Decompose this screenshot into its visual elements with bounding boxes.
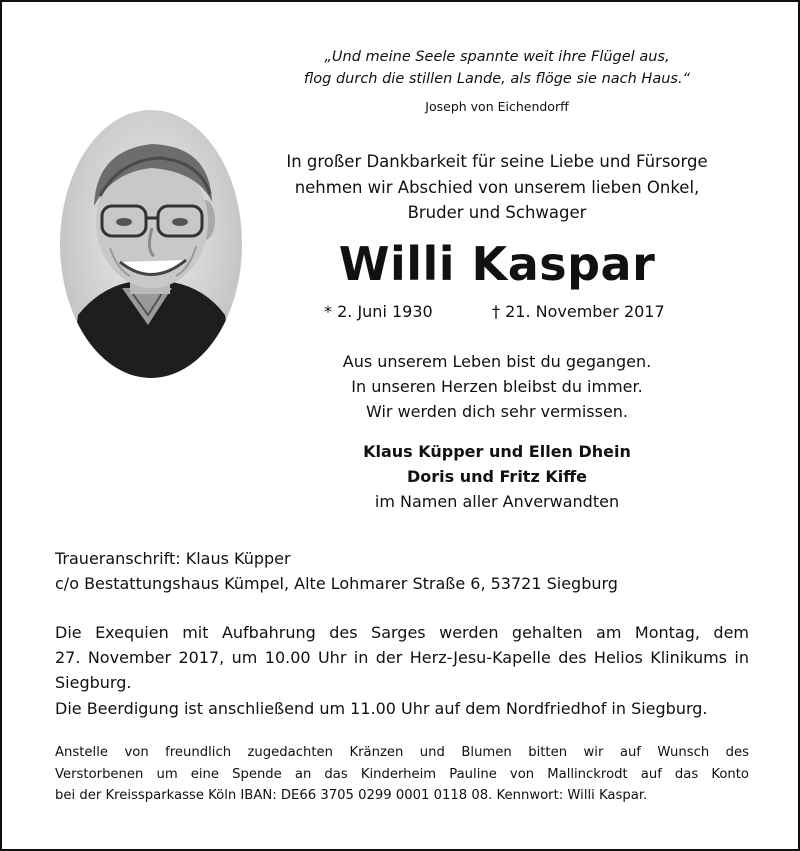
quote [252, 46, 742, 90]
poem-line-3: Wir werden dich sehr vermissen. [365, 402, 629, 421]
exequien-line-2: 27. November 2017, um 10.00 Uhr in der Herz-Jesu-Kapelle des Helios Klinikums in [55, 648, 749, 667]
portrait-photo [60, 110, 242, 378]
mourning-address [55, 546, 755, 596]
deceased-name: Willi Kaspar [338, 237, 656, 291]
burial-info: Die Beerdigung ist anschließend um 11.00 Uhr auf dem Nordfriedhof in Siegburg. [55, 699, 708, 718]
portrait-illustration [60, 110, 242, 378]
mourner-line-1: Klaus Küpper und Ellen Dhein [363, 442, 631, 461]
exequien-line-1: Die Exequien mit Aufbahrung des Sarges werden gehalten am Montag, dem [55, 623, 749, 642]
poem-line-2: In unseren Herzen bleibst du immer. [351, 377, 643, 396]
intro-line-2: nehmen wir Abschied von unserem lieben Onkel, [294, 177, 700, 197]
quote-line-1: „Und meine Seele spannte weit ihre Flügel aus, [324, 49, 670, 65]
death-date: † 21. November 2017 [492, 302, 665, 321]
intro-text [252, 149, 742, 226]
intro-line-3: Bruder und Schwager [407, 203, 587, 222]
address-line-2: c/o Bestattungshaus Kümpel, Alte Lohmarer Straße 6, 53721 Siegburg [55, 574, 618, 593]
donation-request [55, 742, 749, 807]
mourner-line-3: im Namen aller Anverwandten [374, 492, 620, 511]
poem-line-1: Aus unserem Leben bist du gegangen. [342, 352, 652, 371]
exequien-line-3: Siegburg. [55, 673, 132, 692]
mourner-line-2: Doris und Fritz Kiffe [406, 467, 588, 486]
donation-line-3: bei der Kreissparkasse Köln IBAN: DE66 3705 0299 0001 0118 08. Kennwort: Willi Kaspar. [55, 788, 648, 803]
birth-date: * 2. Juni 1930 [324, 302, 433, 321]
funeral-service-info [55, 620, 749, 695]
mourners [252, 439, 742, 514]
quote-author: Joseph von Eichendorff [425, 99, 569, 114]
quote-line-2: flog durch die stillen Lande, als flöge sie nach Haus.“ [303, 71, 691, 87]
donation-line-2: Verstorbenen um eine Spende an das Kinderheim Pauline von Mallinckrodt auf das Konto [55, 766, 749, 782]
address-line-1: Traueranschrift: Klaus Küpper [55, 549, 291, 568]
intro-line-1: In großer Dankbarkeit für seine Liebe und Fürsorge [286, 152, 708, 171]
poem [252, 349, 742, 424]
donation-line-1: Anstelle von freundlich zugedachten Kränzen und Blumen bitten wir auf Wunsch des [55, 745, 749, 760]
